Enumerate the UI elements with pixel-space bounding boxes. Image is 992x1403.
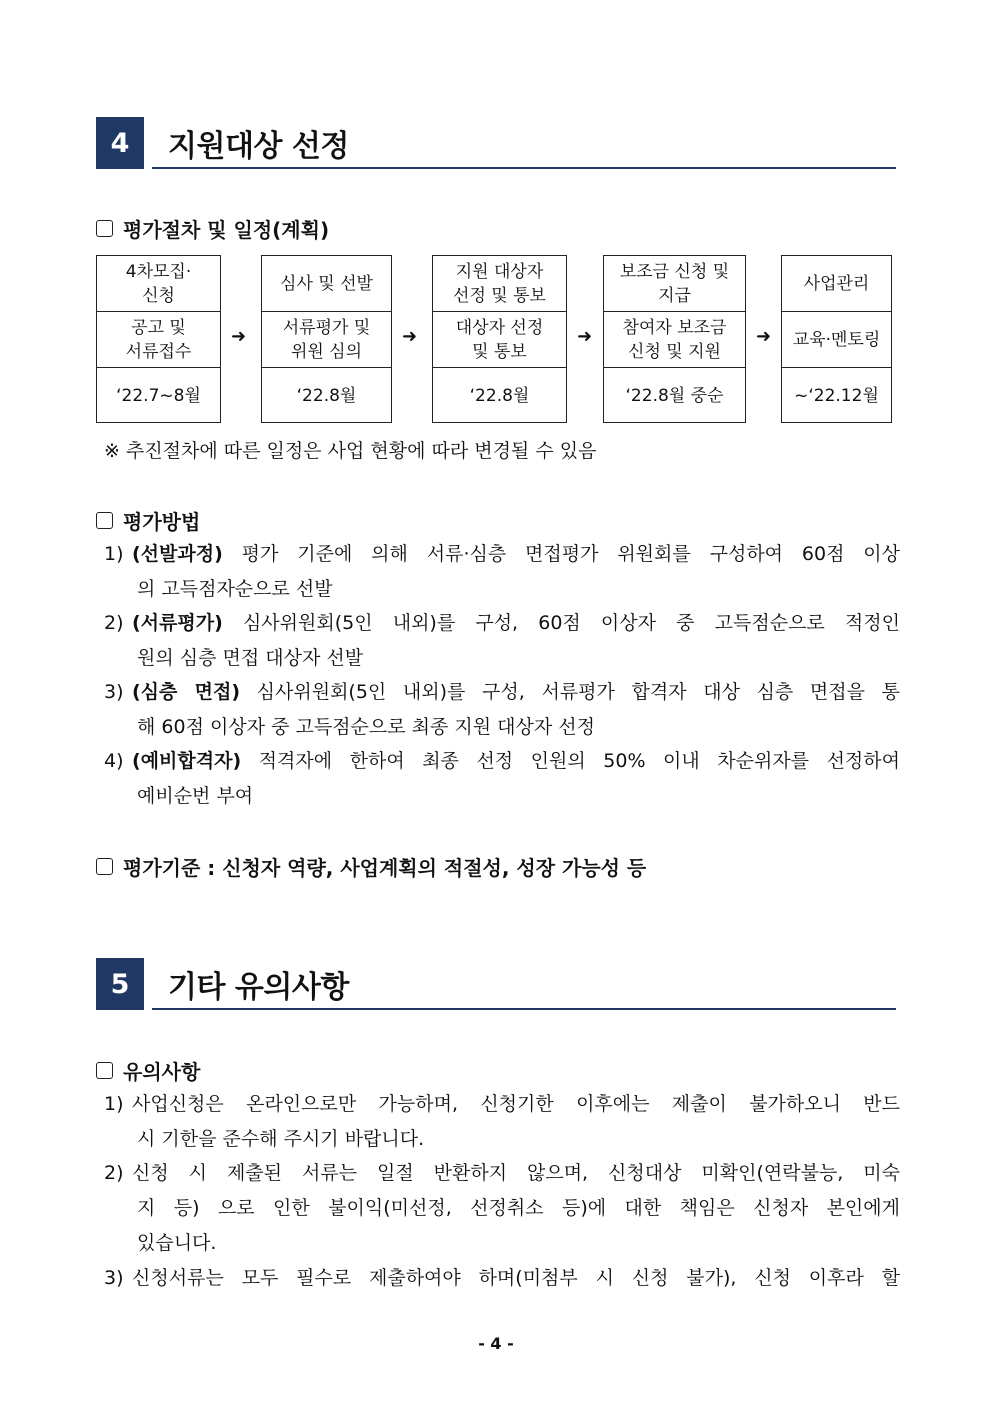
item-label: (심층 면접) [132, 681, 241, 703]
item-text: 신청 시 제출된 서류는 일절 반환하지 않으며, 신청대상 미확인(연락불능, 미숙 [132, 1162, 900, 1184]
item-number: 4) [104, 750, 124, 772]
item-text-cont: 시 기한을 준수해 주시기 바랍니다. [137, 1128, 425, 1150]
item-text-cont: 원의 심층 면접 대상자 선발 [137, 647, 364, 669]
section-5-header [96, 958, 896, 1010]
criteria-heading [96, 852, 646, 881]
step-date: ~‘22.12월 [794, 386, 879, 406]
item-text-cont: 지 등) 으로 인한 불이익(미선정, 선정취소 등)에 대한 책임은 신청자 본인에게 [137, 1197, 900, 1219]
item-number: 1) [104, 1093, 124, 1115]
checkbox-icon [96, 858, 113, 875]
step-date: ‘22.8월 [469, 386, 530, 406]
process-step-3 [432, 255, 567, 423]
method-item-4 [104, 744, 900, 814]
step-task: 대상자 선정 및 통보 [433, 312, 566, 368]
section-rule [152, 1008, 896, 1010]
item-text: 심사위원회(5인 내외)를 구성, 60점 이상자 중 고득점순으로 적정인 [222, 612, 900, 634]
step-task: 참여자 보조금 신청 및 지원 [604, 312, 745, 368]
item-label: (예비합격자) [132, 750, 242, 772]
item-label: (선발과정) [132, 543, 223, 565]
item-number: 3) [104, 681, 124, 703]
arrow-right-icon: ➜ [756, 326, 772, 347]
step-stage: 지원 대상자 선정 및 통보 [433, 256, 566, 312]
item-text: 신청서류는 모두 필수로 제출하여야 하며(미첨부 시 신청 불가), 신청 이후라 할 [132, 1267, 900, 1289]
step-date: ‘22.7~8월 [116, 386, 201, 406]
schedule-note: ※ 추진절차에 따른 일정은 사업 현황에 따라 변경될 수 있음 [104, 440, 597, 462]
process-step-5 [781, 255, 892, 423]
cell-divider [781, 311, 892, 312]
item-text: 적격자에 한하여 최종 선정 인원의 50% 이내 차순위자를 선정하여 [241, 750, 900, 772]
schedule-heading [96, 214, 329, 243]
checkbox-icon [96, 1062, 113, 1079]
item-number: 3) [104, 1267, 124, 1289]
method-item-2 [104, 606, 900, 676]
page-number: - 4 - [478, 1334, 514, 1353]
item-text: 사업신청은 온라인으로만 가능하며, 신청기한 이후에는 제출이 불가하오니 반드 [132, 1093, 900, 1115]
item-label: (서류평가) [132, 612, 223, 634]
step-task: 교육·멘토링 [792, 330, 881, 350]
step-stage: 사업관리 [803, 274, 870, 294]
notice-heading-text: 유의사항 [123, 1060, 201, 1084]
arrow-right-icon: ➜ [402, 326, 418, 347]
item-text-cont: 해 60점 이상자 중 고득점순으로 최종 지원 대상자 선정 [137, 716, 595, 738]
step-stage: 심사 및 선발 [262, 256, 391, 312]
process-step-2 [261, 255, 392, 423]
step-stage: 4차모집· 신청 [97, 256, 220, 312]
notice-heading [96, 1056, 200, 1085]
notice-item-2 [104, 1156, 900, 1261]
item-number: 2) [104, 612, 124, 634]
step-task: 서류평가 및 위원 심의 [262, 312, 391, 368]
item-text: 심사위원회(5인 내외)를 구성, 서류평가 합격자 대상 심층 면접을 통 [240, 681, 901, 703]
item-text-cont: 있습니다. [137, 1232, 217, 1254]
notice-item-1 [104, 1087, 900, 1157]
item-text: 평가 기준에 의해 서류‧심층 면접평가 위원회를 구성하여 60점 이상 [222, 543, 900, 565]
checkbox-icon [96, 512, 113, 529]
method-item-1 [104, 537, 900, 607]
method-item-3 [104, 675, 900, 745]
step-date: ‘22.8월 [296, 386, 357, 406]
section-4-header [96, 117, 896, 169]
process-step-1 [96, 255, 221, 423]
method-heading [96, 506, 200, 535]
checkbox-icon [96, 220, 113, 237]
step-task: 공고 및 서류접수 [97, 312, 220, 368]
section-title: 기타 유의사항 [168, 970, 349, 1005]
arrow-right-icon: ➜ [577, 326, 593, 347]
schedule-heading-text: 평가절차 및 일정(계획) [123, 218, 330, 242]
section-number: 5 [96, 958, 144, 1010]
section-number: 4 [96, 117, 144, 169]
item-text-cont: 의 고득점자순으로 선발 [137, 578, 333, 600]
step-date: ‘22.8월 중순 [625, 386, 724, 406]
item-number: 2) [104, 1162, 124, 1184]
notice-item-3 [104, 1261, 900, 1296]
section-rule [152, 167, 896, 169]
criteria-text: 평가기준 : 신청자 역량, 사업계획의 적절성, 성장 가능성 등 [123, 856, 647, 880]
method-heading-text: 평가방법 [123, 510, 201, 534]
process-step-4 [603, 255, 746, 423]
section-title: 지원대상 선정 [168, 129, 349, 164]
step-stage: 보조금 신청 및 지급 [604, 256, 745, 312]
item-text-cont: 예비순번 부여 [137, 785, 254, 807]
arrow-right-icon: ➜ [231, 326, 247, 347]
cell-divider [781, 367, 892, 368]
item-number: 1) [104, 543, 124, 565]
